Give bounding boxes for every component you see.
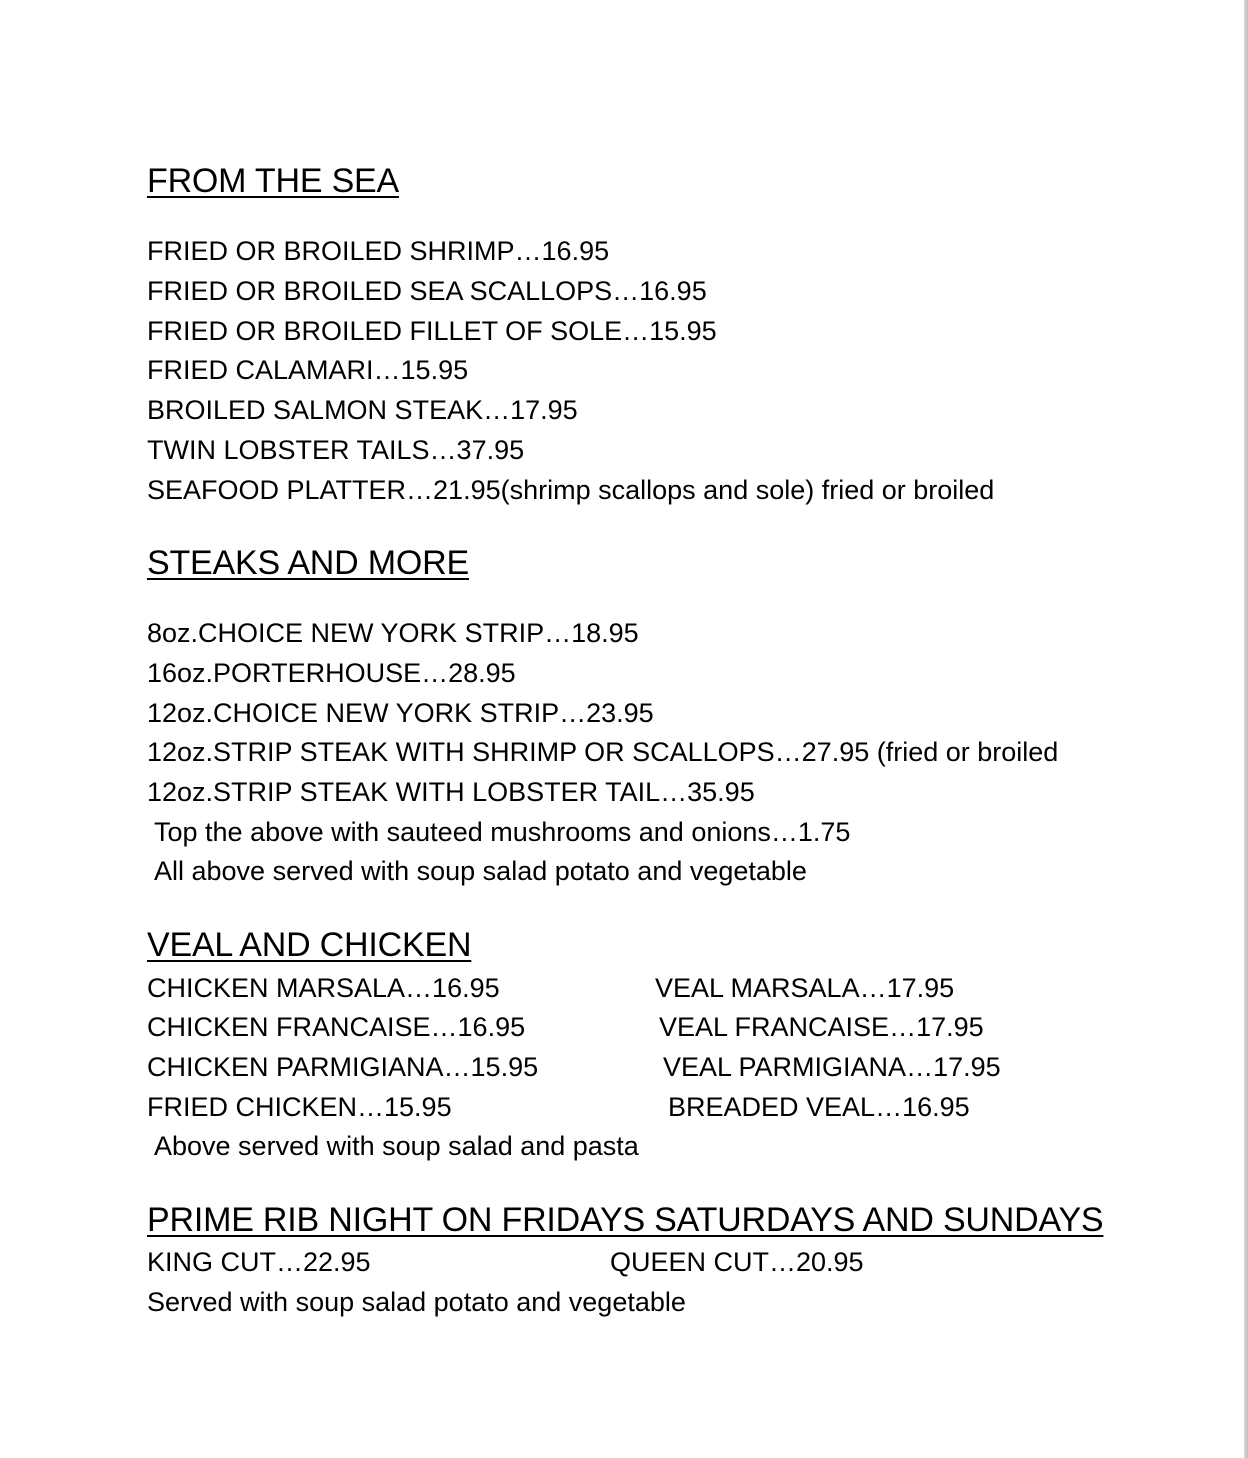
menu-item: 12oz.STRIP STEAK WITH SHRIMP OR SCALLOPS…27.95 (fried or broiled	[147, 737, 1059, 767]
menu-note: All above served with soup salad potato and vegetable	[154, 856, 807, 886]
menu-item: 12oz.CHOICE NEW YORK STRIP…23.95	[147, 698, 654, 728]
menu-item: QUEEN CUT…20.95	[610, 1247, 864, 1277]
menu-item: 12oz.STRIP STEAK WITH LOBSTER TAIL…35.95	[147, 777, 755, 807]
menu-item: TWIN LOBSTER TAILS…37.95	[147, 435, 525, 465]
menu-item: FRIED OR BROILED SEA SCALLOPS…16.95	[147, 276, 707, 306]
menu-item: BROILED SALMON STEAK…17.95	[147, 395, 578, 425]
menu-item: FRIED CHICKEN…15.95	[147, 1092, 452, 1122]
menu-item: FRIED OR BROILED SHRIMP…16.95	[147, 236, 610, 266]
menu-note: Top the above with sauteed mushrooms and onions…1.75	[154, 817, 851, 847]
menu-item: VEAL MARSALA…17.95	[655, 973, 955, 1003]
menu-item: FRIED OR BROILED FILLET OF SOLE…15.95	[147, 316, 717, 346]
section-title-veal-and-chicken: VEAL AND CHICKEN	[147, 926, 472, 964]
menu-item: CHICKEN PARMIGIANA…15.95	[147, 1052, 539, 1082]
menu-item: 16oz.PORTERHOUSE…28.95	[147, 658, 516, 688]
section-title-from-the-sea: FROM THE SEA	[147, 162, 400, 200]
section-title-steaks-and-more: STEAKS AND MORE	[147, 544, 469, 582]
section-title-prime-rib-night: PRIME RIB NIGHT ON FRIDAYS SATURDAYS AND SUNDAYS	[147, 1201, 1104, 1239]
menu-note: Above served with soup salad and pasta	[154, 1131, 639, 1161]
menu-item: CHICKEN MARSALA…16.95	[147, 973, 500, 1003]
menu-item: KING CUT…22.95	[147, 1247, 371, 1277]
menu-item: VEAL PARMIGIANA…17.95	[663, 1052, 1001, 1082]
menu-item: 8oz.CHOICE NEW YORK STRIP…18.95	[147, 618, 639, 648]
menu-note: Served with soup salad potato and vegetable	[147, 1287, 686, 1317]
menu-item: SEAFOOD PLATTER…21.95(shrimp scallops and sole) fried or broiled	[147, 475, 995, 505]
menu-item: FRIED CALAMARI…15.95	[147, 355, 469, 385]
menu-item: VEAL FRANCAISE…17.95	[659, 1012, 984, 1042]
menu-item: CHICKEN FRANCAISE…16.95	[147, 1012, 526, 1042]
page-edge	[1244, 0, 1248, 1458]
menu-item: BREADED VEAL…16.95	[668, 1092, 970, 1122]
